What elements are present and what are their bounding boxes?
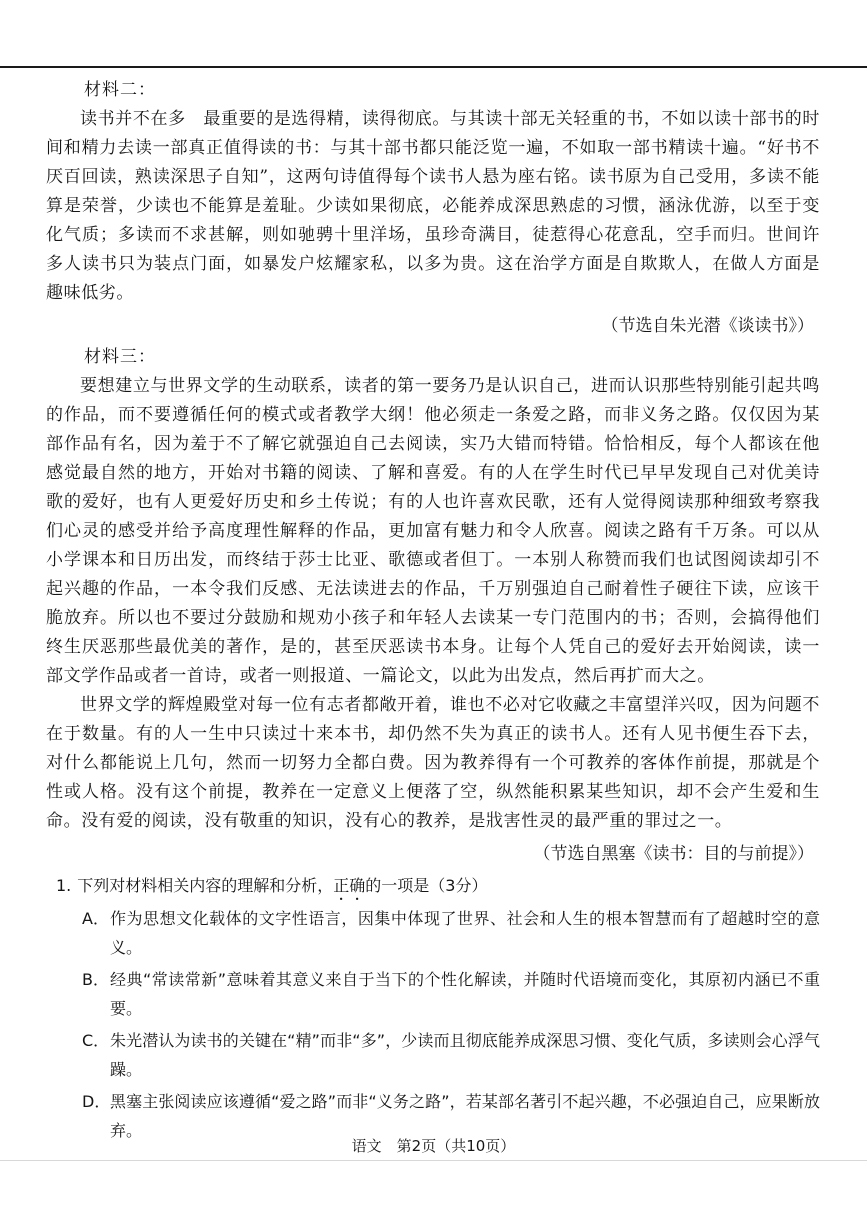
option-b-text: 经典“常读常新”意味着其意义来自于当下的个性化解读，并随时代语境而变化，其原初内涵已不重要。 [110,970,820,1018]
material-2 [46,76,820,341]
material-3-source: （节选自黑塞《读书：目的与前提》） [533,844,814,864]
option-c-text: 朱光潜认为读书的关键在“精”而非“多”，少读而且彻底能养成深思习惯、变化气质，多读则会心浮气躁。 [110,1031,820,1079]
option-a[interactable] [46,904,820,962]
option-d-letter: D． [82,1092,111,1111]
question-stem-after: 的一项是（3分） [365,876,488,895]
material-2-heading: 材料二： [84,80,156,100]
option-a-letter: A． [82,909,109,928]
material-2-source: （节选自朱光潜《谈读书》） [601,316,814,336]
page-content [46,74,820,1148]
option-d-text: 黑塞主张阅读应该遵循“爱之路”而非“义务之路”，若某部名著引不起兴趣，不必强迫自己，应果断放弃。 [110,1092,820,1140]
question-number: 1. [56,876,72,895]
material-3-paragraph-1: 要想建立与世界文学的生动联系，读者的第一要务乃是认识自己，进而认识那些特别能引起共鸣的作品，而不要遵循任何的模式或者教学大纲！他必须走一条爱之路，而非义务之路。仅仅因为某部作品有名，因为羞于不了解它就强迫自己去阅读，实乃大错而特错。恰恰相反，每个人都该在他感觉最自然的地方，开始对书籍的阅读、了解和喜爱。有的人在学生时代已早早发现自己对优美诗歌的爱好，也有人更爱好历史和乡土传说；有的人也许喜欢民歌，还有人觉得阅读那种细致考察我们心灵的感受并给予高度理性解释的作品，更加富有魅力和令人欣喜。阅读之路有千万条。可以从小学课本和日历出发，而终结于莎士比亚、歌德或者但丁。一本别人称赞而我们也试图阅读却引不起兴趣的作品，一本令我们反感、无法读进去的作品，千万别强迫自己耐着性子硬往下读，应该干脆放弃。所以也不要过分鼓励和规劝小孩子和年轻人去读某一专门范围内的书；否则，会搞得他们终生厌恶那些最优美的著作，是的，甚至厌恶读书本身。让每个人凭自己的爱好去开始阅读，读一部文学作品或者一首诗，或者一则报道、一篇论文，以此为出发点，然后再扩而大之。 [46,376,820,686]
option-b[interactable] [46,965,820,1023]
bottom-divider [0,1160,867,1161]
material-3 [46,343,820,869]
material-2-paragraph: 读书并不在多 最重要的是选得精，读得彻底。与其读十部无关轻重的书，不如以读十部书的时间和精力去读一部真正值得读的书：与其十部书都只能泛览一遍，不如取一部书精读十遍。“好书不厌百回读，熟读深思子自知”，这两句诗值得每个读书人悬为座右铭。读书原为自己受用，多读不能算是荣誉，少读也不能算是羞耻。少读如果彻底，必能养成深思熟虑的习惯，涵泳优游，以至于变化气质；多读而不求甚解，则如驰骋十里洋场，虽珍奇满目，徒惹得心花意乱，空手而归。世间许多人读书只为装点门面，如暴发户炫耀家私，以多为贵。这在治学方面是自欺欺人，在做人方面是趣味低劣。 [46,109,820,303]
option-b-letter: B． [82,970,109,989]
question-stem-before: 下列对材料相关内容的理解和分析， [77,876,334,895]
option-c-letter: C． [82,1031,110,1050]
question-1 [46,871,820,1145]
question-stem-emphasis: 正确 [333,876,366,895]
option-a-text: 作为思想文化载体的文字性语言，因集中体现了世界、社会和人生的根本智慧而有了超越时空的意义。 [110,909,820,957]
option-c[interactable] [46,1026,820,1084]
material-3-heading: 材料三： [84,347,156,367]
question-stem [56,871,820,904]
material-3-paragraph-2: 世界文学的辉煌殿堂对每一位有志者都敞开着，谁也不必对它收藏之丰富望洋兴叹，因为问题不在于数量。有的人一生中只读过十来本书，却仍然不失为真正的读书人。还有人见书便生吞下去，对什么都能说上几句，然而一切努力全都白费。因为教养得有一个可教养的客体作前提，那就是个性或人格。没有这个前提，教养在一定意义上便落了空，纵然能积累某些知识，却不会产生爱和生命。没有爱的阅读，没有敬重的知识，没有心的教养，是戕害性灵的最严重的罪过之一。 [46,695,820,831]
page-footer: 语文 第2页（共10页） [351,1137,516,1155]
top-divider [0,66,867,68]
